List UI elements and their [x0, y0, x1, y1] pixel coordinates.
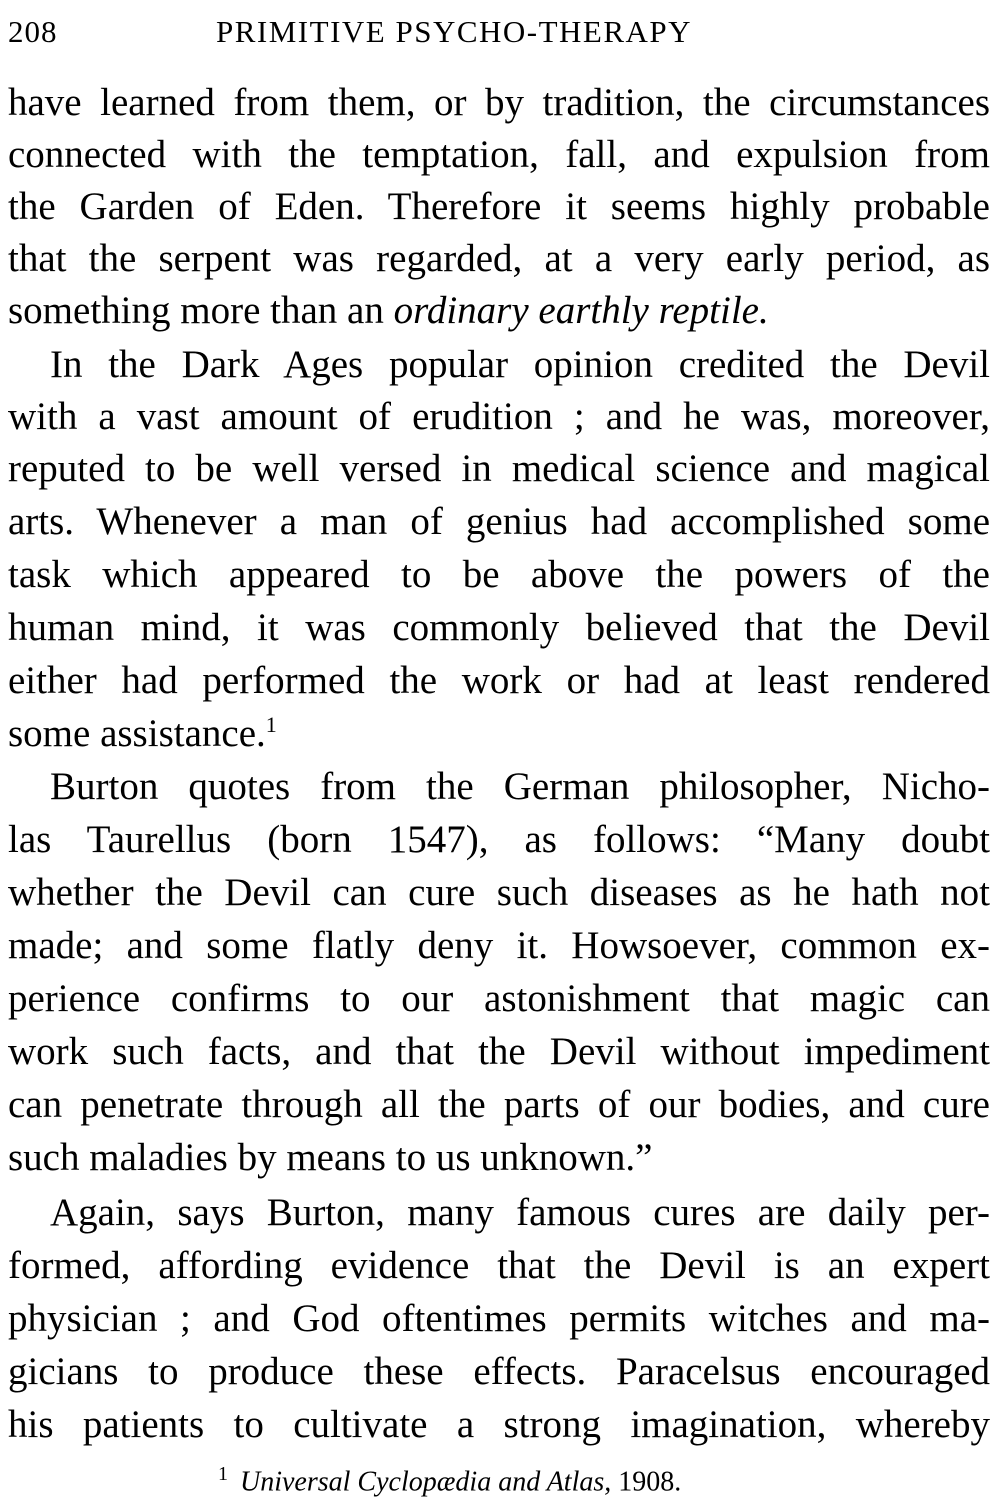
text-line-start: some assistance.	[8, 712, 266, 755]
text-line	[8, 709, 990, 759]
footnote-marker: 1	[218, 1463, 228, 1485]
text-line: with a vast amount of erudition ; and he was, moreover,	[8, 395, 990, 438]
footnote-title: Universal Cyclopædia and Atlas,	[240, 1466, 612, 1498]
text-line	[8, 286, 990, 336]
text-line: physician ; and God oftentimes permits witches and ma-	[8, 1297, 990, 1340]
text-line: connected with the temptation, fall, and expulsion from	[8, 133, 990, 176]
text-line: task which appeared to be above the powers of the	[8, 553, 990, 596]
text-line: have learned from them, or by tradition, the circumstances	[8, 81, 990, 124]
text-line: work such facts, and that the Devil without impediment	[8, 1030, 990, 1073]
text-line-start: something more than an	[8, 289, 384, 332]
text-line: human mind, it was commonly believed that the Devil	[8, 606, 990, 649]
text-line: either had performed the work or had at least rendered	[8, 659, 990, 702]
text-line: the Garden of Eden. Therefore it seems highly probable	[8, 185, 990, 228]
footnote-year: 1908.	[618, 1466, 682, 1498]
text-line: reputed to be well versed in medical science and magical	[8, 447, 990, 490]
text-line: perience confirms to our astonishment that magic can	[8, 977, 990, 1020]
text-line: Burton quotes from the German philosopher, Nicho-	[50, 765, 990, 808]
footnote-reference: 1	[265, 712, 277, 737]
text-line: las Taurellus (born 1547), as follows: “Many doubt	[8, 818, 990, 861]
text-line: gicians to produce these effects. Paracelsus encouraged	[8, 1350, 990, 1393]
running-title: PRIMITIVE PSYCHO-THERAPY	[216, 14, 693, 49]
text-line: such maladies by means to us unknown.”	[8, 1136, 653, 1179]
text-line: can penetrate through all the parts of our bodies, and cure	[8, 1083, 990, 1126]
footnote	[218, 1456, 682, 1498]
text-line: In the Dark Ages popular opinion credited the Devil	[50, 343, 990, 386]
text-line: arts. Whenever a man of genius had accomplished some	[8, 500, 990, 543]
page-number: 208	[8, 14, 58, 49]
page-header	[8, 14, 992, 54]
italic-phrase: ordinary earthly reptile.	[393, 289, 769, 332]
text-line: formed, affording evidence that the Devil is an expert	[8, 1244, 990, 1287]
text-line: that the serpent was regarded, at a very early period, as	[8, 237, 990, 280]
text-line: Again, says Burton, many famous cures are daily per-	[50, 1191, 990, 1234]
text-line: whether the Devil can cure such diseases as he hath not	[8, 871, 990, 914]
text-line: made; and some flatly deny it. Howsoever, common ex-	[8, 924, 990, 967]
text-line: his patients to cultivate a strong imagination, whereby	[8, 1403, 990, 1446]
